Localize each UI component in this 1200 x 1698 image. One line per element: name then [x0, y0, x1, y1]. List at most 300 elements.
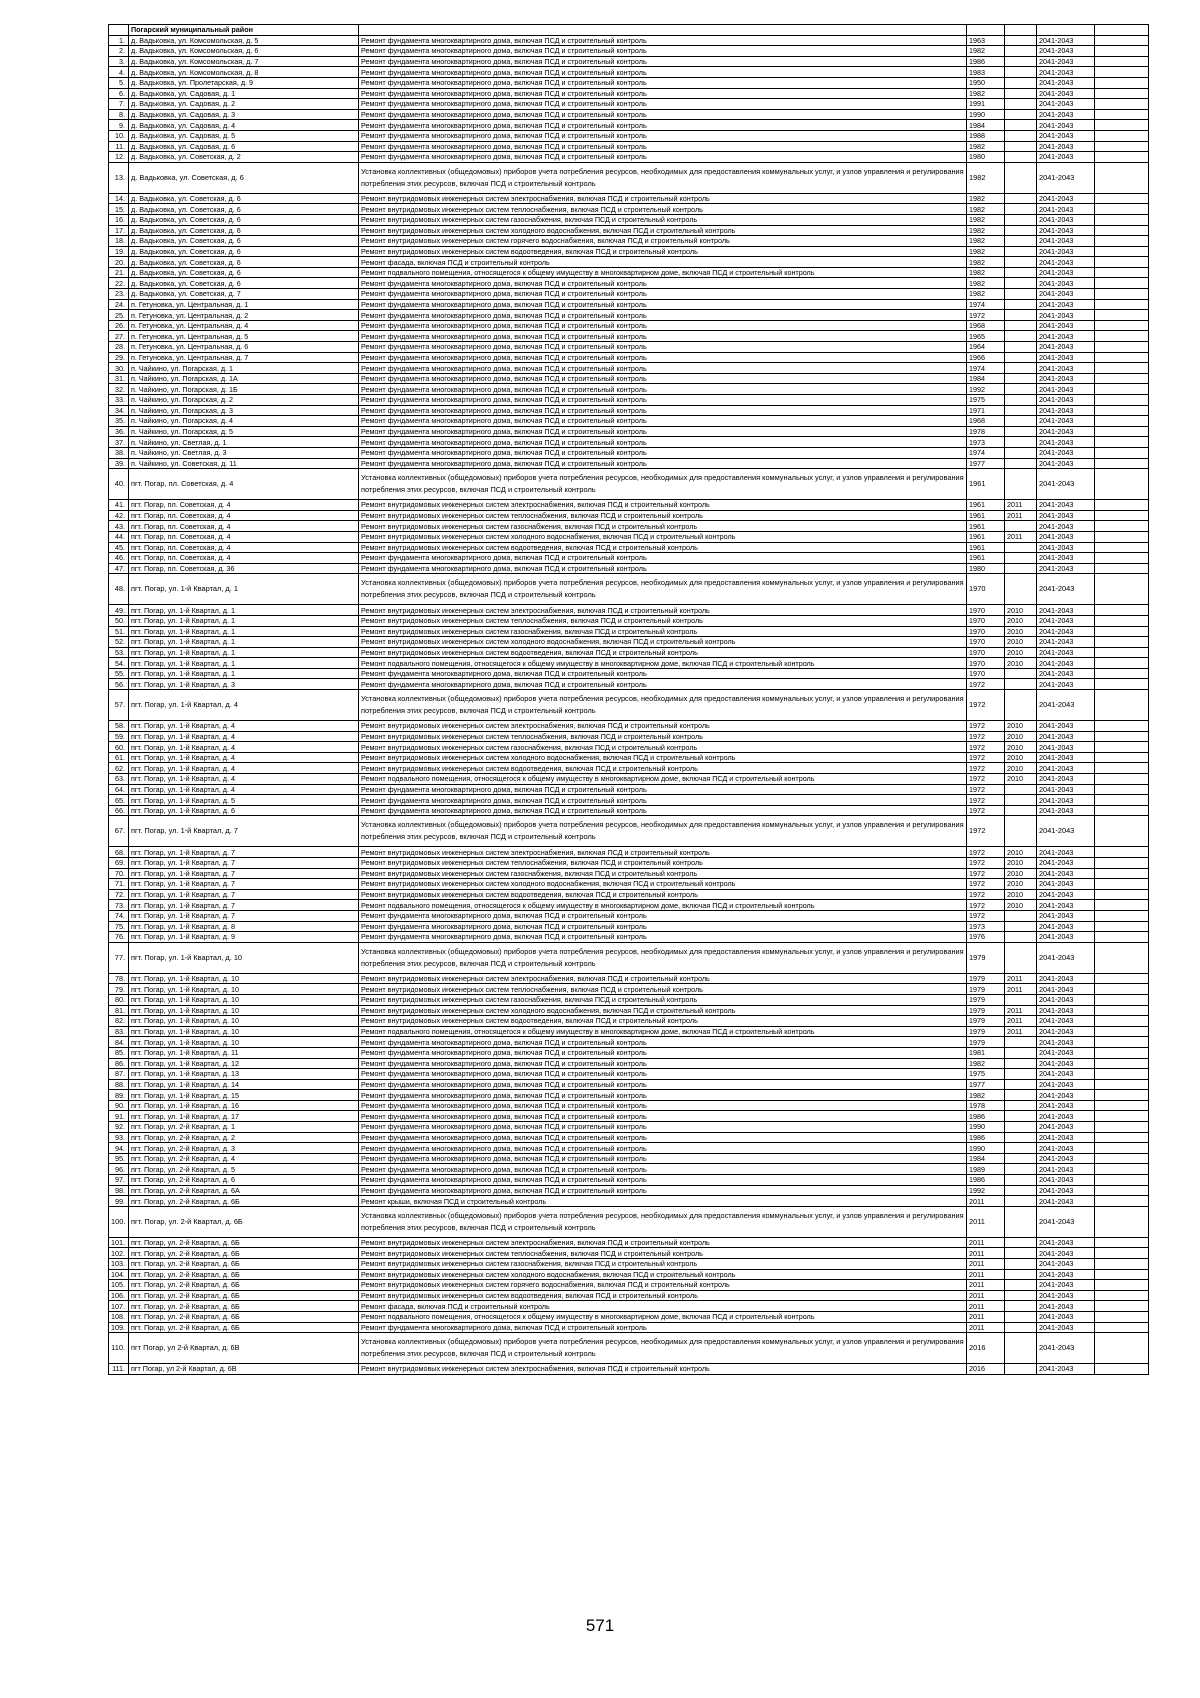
- planned-period: 2041-2043: [1037, 1185, 1095, 1196]
- commission-year: 1972: [967, 310, 1005, 321]
- work-type: Ремонт внутридомовых инженерных систем электроснабжения, включая ПСД и строительный контроль: [359, 1237, 967, 1248]
- house-address: пгт. Погар, пл. Советская, д. 4: [129, 521, 359, 532]
- row-number: 101.: [109, 1237, 129, 1248]
- row-number: 7.: [109, 99, 129, 110]
- table-row: [109, 605, 1149, 616]
- extra-cell: [1095, 1311, 1149, 1322]
- planned-period: 2041-2043: [1037, 1196, 1095, 1207]
- planned-period: 2041-2043: [1037, 1037, 1095, 1048]
- work-type: Ремонт фундамента многоквартирного дома, включая ПСД и строительный контроль: [359, 46, 967, 57]
- row-number: 78.: [109, 973, 129, 984]
- extra-cell: [1095, 88, 1149, 99]
- row-number: 3.: [109, 56, 129, 67]
- last-repair-year: [1005, 553, 1037, 564]
- work-type: Ремонт внутридомовых инженерных систем газоснабжения, включая ПСД и строительный контроль: [359, 742, 967, 753]
- house-address: пгт Погар, ул 2-й Квартал, д. 6В: [129, 1364, 359, 1375]
- extra-cell: [1095, 1206, 1149, 1237]
- planned-period: 2041-2043: [1037, 469, 1095, 500]
- work-type: Ремонт подвального помещения, относящегося к общему имуществу в многоквартирном доме, включая ПСД и строительный контроль: [359, 267, 967, 278]
- work-type: Ремонт фундамента многоквартирного дома, включая ПСД и строительный контроль: [359, 289, 967, 300]
- row-number: 94.: [109, 1143, 129, 1154]
- row-number: 11.: [109, 141, 129, 152]
- row-number: 87.: [109, 1069, 129, 1080]
- extra-cell: [1095, 1143, 1149, 1154]
- commission-year: 1986: [967, 1132, 1005, 1143]
- document-page: [108, 24, 1148, 1375]
- extra-cell: [1095, 658, 1149, 669]
- extra-cell: [1095, 278, 1149, 289]
- planned-period: 2041-2043: [1037, 1333, 1095, 1364]
- extra-cell: [1095, 352, 1149, 363]
- last-repair-year: [1005, 405, 1037, 416]
- work-type: Ремонт фундамента многоквартирного дома, включая ПСД и строительный контроль: [359, 1037, 967, 1048]
- commission-year: 1992: [967, 1185, 1005, 1196]
- last-repair-year: 2011: [1005, 500, 1037, 511]
- commission-year: 1970: [967, 626, 1005, 637]
- planned-period: 2041-2043: [1037, 1069, 1095, 1080]
- commission-year: 1973: [967, 921, 1005, 932]
- last-repair-year: 2010: [1005, 879, 1037, 890]
- extra-cell: [1095, 214, 1149, 225]
- last-repair-year: 2010: [1005, 868, 1037, 879]
- planned-period: 2041-2043: [1037, 193, 1095, 204]
- planned-period: 2041-2043: [1037, 1026, 1095, 1037]
- commission-year: 1980: [967, 152, 1005, 163]
- extra-cell: [1095, 320, 1149, 331]
- extra-cell: [1095, 510, 1149, 521]
- work-type: Ремонт фундамента многоквартирного дома, включая ПСД и строительный контроль: [359, 384, 967, 395]
- house-address: пгт. Погар, ул. 1-й Квартал, д. 7: [129, 879, 359, 890]
- commission-year: 1970: [967, 637, 1005, 648]
- house-address: пгт. Погар, ул. 2-й Квартал, д. 6Б: [129, 1290, 359, 1301]
- last-repair-year: 2011: [1005, 1026, 1037, 1037]
- planned-period: 2041-2043: [1037, 510, 1095, 521]
- house-address: д. Вадьковка, ул. Советская, д. 6: [129, 236, 359, 247]
- work-type: Ремонт фундамента многоквартирного дома, включая ПСД и строительный контроль: [359, 299, 967, 310]
- capital-repair-table: [108, 24, 1149, 1375]
- commission-year: 1988: [967, 130, 1005, 141]
- work-type: Ремонт внутридомовых инженерных систем электроснабжения, включая ПСД и строительный контроль: [359, 721, 967, 732]
- work-type: Ремонт внутридомовых инженерных систем электроснабжения, включая ПСД и строительный контроль: [359, 193, 967, 204]
- last-repair-year: 2010: [1005, 637, 1037, 648]
- row-number: 35.: [109, 416, 129, 427]
- commission-year: 1982: [967, 46, 1005, 57]
- planned-period: 2041-2043: [1037, 1100, 1095, 1111]
- last-repair-year: [1005, 1206, 1037, 1237]
- house-address: пгт. Погар, ул. 1-й Квартал, д. 1: [129, 658, 359, 669]
- row-number: 37.: [109, 437, 129, 448]
- table-row: [109, 246, 1149, 257]
- table-row: [109, 626, 1149, 637]
- row-number: 93.: [109, 1132, 129, 1143]
- planned-period: 2041-2043: [1037, 858, 1095, 869]
- last-repair-year: [1005, 1132, 1037, 1143]
- house-address: п. Чайкино, ул. Светлая, д. 1: [129, 437, 359, 448]
- last-repair-year: 2010: [1005, 626, 1037, 637]
- table-row: [109, 405, 1149, 416]
- extra-cell: [1095, 910, 1149, 921]
- planned-period: 2041-2043: [1037, 1248, 1095, 1259]
- last-repair-year: 2011: [1005, 510, 1037, 521]
- house-address: д. Вадьковка, ул. Советская, д. 2: [129, 152, 359, 163]
- last-repair-year: [1005, 1047, 1037, 1058]
- planned-period: 2041-2043: [1037, 77, 1095, 88]
- row-number: 26.: [109, 320, 129, 331]
- house-address: пгт. Погар, ул. 1-й Квартал, д. 10: [129, 984, 359, 995]
- table-row: [109, 88, 1149, 99]
- table-row: [109, 932, 1149, 943]
- planned-period: 2041-2043: [1037, 1016, 1095, 1027]
- row-number: 90.: [109, 1100, 129, 1111]
- extra-cell: [1095, 816, 1149, 847]
- row-number: 91.: [109, 1111, 129, 1122]
- last-repair-year: [1005, 1100, 1037, 1111]
- last-repair-year: [1005, 784, 1037, 795]
- planned-period: 2041-2043: [1037, 542, 1095, 553]
- work-type: Ремонт фундамента многоквартирного дома, включая ПСД и строительный контроль: [359, 331, 967, 342]
- extra-cell: [1095, 35, 1149, 46]
- commission-year: 1972: [967, 721, 1005, 732]
- extra-cell: [1095, 626, 1149, 637]
- extra-cell: [1095, 858, 1149, 869]
- last-repair-year: [1005, 331, 1037, 342]
- last-repair-year: [1005, 910, 1037, 921]
- table-row: [109, 500, 1149, 511]
- work-type: Ремонт фундамента многоквартирного дома, включая ПСД и строительный контроль: [359, 553, 967, 564]
- planned-period: 2041-2043: [1037, 1164, 1095, 1175]
- row-number: 29.: [109, 352, 129, 363]
- table-row: [109, 1122, 1149, 1133]
- house-address: п. Гетуновка, ул. Центральная, д. 2: [129, 310, 359, 321]
- last-repair-year: [1005, 46, 1037, 57]
- work-type: Ремонт фасада, включая ПСД и строительный контроль: [359, 257, 967, 268]
- row-number: 15.: [109, 204, 129, 215]
- work-type: Ремонт внутридомовых инженерных систем водоотведения, включая ПСД и строительный контроль: [359, 647, 967, 658]
- last-repair-year: [1005, 67, 1037, 78]
- commission-year: 2011: [967, 1206, 1005, 1237]
- house-address: пгт. Погар, ул. 1-й Квартал, д. 10: [129, 1037, 359, 1048]
- last-repair-year: [1005, 1301, 1037, 1312]
- commission-year: 1972: [967, 889, 1005, 900]
- planned-period: 2041-2043: [1037, 214, 1095, 225]
- row-number: 61.: [109, 752, 129, 763]
- row-number: 44.: [109, 531, 129, 542]
- house-address: пгт. Погар, ул. 1-й Квартал, д. 3: [129, 679, 359, 690]
- row-number: 39.: [109, 458, 129, 469]
- extra-cell: [1095, 447, 1149, 458]
- planned-period: 2041-2043: [1037, 1047, 1095, 1058]
- work-type: Ремонт внутридомовых инженерных систем электроснабжения, включая ПСД и строительный контроль: [359, 1364, 967, 1375]
- table-row: [109, 214, 1149, 225]
- table-row: [109, 679, 1149, 690]
- commission-year: 1961: [967, 531, 1005, 542]
- work-type: Ремонт внутридомовых инженерных систем электроснабжения, включая ПСД и строительный контроль: [359, 847, 967, 858]
- work-type: Ремонт фундамента многоквартирного дома, включая ПСД и строительный контроль: [359, 458, 967, 469]
- house-address: д. Вадьковка, ул. Советская, д. 6: [129, 278, 359, 289]
- table-row: [109, 267, 1149, 278]
- work-type: Ремонт подвального помещения, относящегося к общему имуществу в многоквартирном доме, включая ПСД и строительный контроль: [359, 774, 967, 785]
- last-repair-year: [1005, 1143, 1037, 1154]
- table-row: [109, 77, 1149, 88]
- last-repair-year: [1005, 352, 1037, 363]
- planned-period: 2041-2043: [1037, 1311, 1095, 1322]
- house-address: д. Вадьковка, ул. Советская, д. 6: [129, 246, 359, 257]
- house-address: пгт. Погар, пл. Советская, д. 4: [129, 542, 359, 553]
- planned-period: 2041-2043: [1037, 615, 1095, 626]
- extra-cell: [1095, 1026, 1149, 1037]
- commission-year: 1982: [967, 236, 1005, 247]
- table-row: [109, 858, 1149, 869]
- house-address: пгт. Погар, ул. 1-й Квартал, д. 8: [129, 921, 359, 932]
- row-number: 63.: [109, 774, 129, 785]
- work-type: Ремонт внутридомовых инженерных систем водоотведения, включая ПСД и строительный контроль: [359, 542, 967, 553]
- table-row: [109, 731, 1149, 742]
- extra-cell: [1095, 162, 1149, 193]
- table-row: [109, 67, 1149, 78]
- commission-year: 1975: [967, 1069, 1005, 1080]
- work-type: Ремонт фундамента многоквартирного дома, включая ПСД и строительный контроль: [359, 416, 967, 427]
- planned-period: 2041-2043: [1037, 236, 1095, 247]
- planned-period: 2041-2043: [1037, 152, 1095, 163]
- row-number: 32.: [109, 384, 129, 395]
- last-repair-year: [1005, 1311, 1037, 1322]
- work-type: Ремонт внутридомовых инженерных систем водоотведения, включая ПСД и строительный контроль: [359, 763, 967, 774]
- extra-cell: [1095, 1301, 1149, 1312]
- last-repair-year: [1005, 469, 1037, 500]
- table-row: [109, 1164, 1149, 1175]
- work-type: Ремонт фундамента многоквартирного дома, включая ПСД и строительный контроль: [359, 1111, 967, 1122]
- commission-year: 2011: [967, 1237, 1005, 1248]
- commission-year: 1979: [967, 1016, 1005, 1027]
- work-type: Ремонт фундамента многоквартирного дома, включая ПСД и строительный контроль: [359, 395, 967, 406]
- planned-period: 2041-2043: [1037, 1143, 1095, 1154]
- last-repair-year: [1005, 574, 1037, 605]
- planned-period: 2041-2043: [1037, 320, 1095, 331]
- extra-cell: [1095, 267, 1149, 278]
- extra-cell: [1095, 605, 1149, 616]
- extra-cell: [1095, 1248, 1149, 1259]
- row-number: 54.: [109, 658, 129, 669]
- work-type: Установка коллективных (общедомовых) приборов учета потребления ресурсов, необходимых для предоставления коммунальных услуг, и узлов управления и регулирования потребления этих ресурсов, включая ПСД и строительный контроль: [359, 469, 967, 500]
- planned-period: 2041-2043: [1037, 1301, 1095, 1312]
- table-row: [109, 984, 1149, 995]
- row-number: 60.: [109, 742, 129, 753]
- house-address: пгт. Погар, ул. 2-й Квартал, д. 6Б: [129, 1206, 359, 1237]
- commission-year: 1972: [967, 805, 1005, 816]
- work-type: Ремонт подвального помещения, относящегося к общему имуществу в многоквартирном доме, включая ПСД и строительный контроль: [359, 1311, 967, 1322]
- extra-cell: [1095, 1016, 1149, 1027]
- work-type: Ремонт фундамента многоквартирного дома, включая ПСД и строительный контроль: [359, 447, 967, 458]
- commission-year: 1984: [967, 120, 1005, 131]
- table-row: [109, 910, 1149, 921]
- work-type: Ремонт фундамента многоквартирного дома, включая ПСД и строительный контроль: [359, 77, 967, 88]
- last-repair-year: [1005, 1185, 1037, 1196]
- last-repair-year: [1005, 1196, 1037, 1207]
- planned-period: 2041-2043: [1037, 500, 1095, 511]
- planned-period: 2041-2043: [1037, 889, 1095, 900]
- commission-year: 2011: [967, 1269, 1005, 1280]
- last-repair-year: [1005, 690, 1037, 721]
- row-number: 92.: [109, 1122, 129, 1133]
- table-row: [109, 1280, 1149, 1291]
- last-repair-year: 2010: [1005, 647, 1037, 658]
- work-type: Ремонт внутридомовых инженерных систем теплоснабжения, включая ПСД и строительный контроль: [359, 510, 967, 521]
- row-number: 99.: [109, 1196, 129, 1207]
- last-repair-year: [1005, 363, 1037, 374]
- work-type: Ремонт внутридомовых инженерных систем теплоснабжения, включая ПСД и строительный контроль: [359, 1248, 967, 1259]
- planned-period: 2041-2043: [1037, 605, 1095, 616]
- house-address: пгт. Погар, ул. 1-й Квартал, д. 1: [129, 647, 359, 658]
- planned-period: 2041-2043: [1037, 299, 1095, 310]
- planned-period: 2041-2043: [1037, 437, 1095, 448]
- extra-cell: [1095, 416, 1149, 427]
- planned-period: 2041-2043: [1037, 289, 1095, 300]
- row-number: 19.: [109, 246, 129, 257]
- commission-year: 2011: [967, 1301, 1005, 1312]
- table-row: [109, 1322, 1149, 1333]
- extra-cell: [1095, 1047, 1149, 1058]
- row-number: 111.: [109, 1364, 129, 1375]
- table-row: [109, 458, 1149, 469]
- table-row: [109, 521, 1149, 532]
- commission-year: 1982: [967, 1058, 1005, 1069]
- last-repair-year: [1005, 426, 1037, 437]
- table-row: [109, 1005, 1149, 1016]
- planned-period: 2041-2043: [1037, 1175, 1095, 1186]
- row-number: 80.: [109, 994, 129, 1005]
- commission-year: 1972: [967, 679, 1005, 690]
- house-address: пгт. Погар, ул. 1-й Квартал, д. 7: [129, 868, 359, 879]
- house-address: д. Вадьковка, ул. Садовая, д. 6: [129, 141, 359, 152]
- extra-cell: [1095, 921, 1149, 932]
- house-address: пгт. Погар, ул. 1-й Квартал, д. 10: [129, 973, 359, 984]
- commission-year: 1983: [967, 67, 1005, 78]
- last-repair-year: [1005, 342, 1037, 353]
- commission-year: 1992: [967, 384, 1005, 395]
- commission-year: 1979: [967, 994, 1005, 1005]
- row-number: 66.: [109, 805, 129, 816]
- extra-cell: [1095, 1079, 1149, 1090]
- house-address: пгт. Погар, ул. 1-й Квартал, д. 10: [129, 1016, 359, 1027]
- table-row: [109, 342, 1149, 353]
- planned-period: 2041-2043: [1037, 67, 1095, 78]
- work-type: Установка коллективных (общедомовых) приборов учета потребления ресурсов, необходимых для предоставления коммунальных услуг, и узлов управления и регулирования потребления этих ресурсов, включая ПСД и строительный контроль: [359, 942, 967, 973]
- row-number: 95.: [109, 1153, 129, 1164]
- row-number: 85.: [109, 1047, 129, 1058]
- table-row: [109, 900, 1149, 911]
- row-number: 65.: [109, 795, 129, 806]
- extra-cell: [1095, 784, 1149, 795]
- house-address: д. Вадьковка, ул. Пролетарская, д. 9: [129, 77, 359, 88]
- extra-cell: [1095, 141, 1149, 152]
- last-repair-year: [1005, 236, 1037, 247]
- house-address: д. Вадьковка, ул. Советская, д. 7: [129, 289, 359, 300]
- commission-year: 1970: [967, 647, 1005, 658]
- last-repair-year: 2010: [1005, 774, 1037, 785]
- work-type: Ремонт фундамента многоквартирного дома, включая ПСД и строительный контроль: [359, 921, 967, 932]
- table-row: [109, 1132, 1149, 1143]
- planned-period: 2041-2043: [1037, 637, 1095, 648]
- last-repair-year: [1005, 563, 1037, 574]
- extra-cell: [1095, 1237, 1149, 1248]
- extra-cell: [1095, 310, 1149, 321]
- last-repair-year: [1005, 921, 1037, 932]
- table-row: [109, 373, 1149, 384]
- work-type: Ремонт фундамента многоквартирного дома, включая ПСД и строительный контроль: [359, 910, 967, 921]
- row-number: 102.: [109, 1248, 129, 1259]
- house-address: пгт. Погар, ул. 2-й Квартал, д. 3: [129, 1143, 359, 1154]
- last-repair-year: [1005, 246, 1037, 257]
- last-repair-year: [1005, 932, 1037, 943]
- work-type: Ремонт фундамента многоквартирного дома, включая ПСД и строительный контроль: [359, 278, 967, 289]
- planned-period: 2041-2043: [1037, 1364, 1095, 1375]
- table-row: [109, 1185, 1149, 1196]
- commission-year: 1984: [967, 1153, 1005, 1164]
- last-repair-year: [1005, 384, 1037, 395]
- house-address: д. Вадьковка, ул. Советская, д. 6: [129, 204, 359, 215]
- planned-period: 2041-2043: [1037, 994, 1095, 1005]
- extra-cell: [1095, 1100, 1149, 1111]
- extra-cell: [1095, 637, 1149, 648]
- extra-cell: [1095, 363, 1149, 374]
- extra-cell: [1095, 847, 1149, 858]
- planned-period: 2041-2043: [1037, 1280, 1095, 1291]
- last-repair-year: [1005, 1322, 1037, 1333]
- row-number: 71.: [109, 879, 129, 890]
- commission-year: 1978: [967, 1100, 1005, 1111]
- last-repair-year: [1005, 1153, 1037, 1164]
- planned-period: 2041-2043: [1037, 1122, 1095, 1133]
- table-row: [109, 395, 1149, 406]
- house-address: д. Вадьковка, ул. Комсомольская, д. 7: [129, 56, 359, 67]
- row-number: 58.: [109, 721, 129, 732]
- house-address: д. Вадьковка, ул. Комсомольская, д. 6: [129, 46, 359, 57]
- house-address: д. Вадьковка, ул. Садовая, д. 2: [129, 99, 359, 110]
- planned-period: 2041-2043: [1037, 162, 1095, 193]
- planned-period: 2041-2043: [1037, 847, 1095, 858]
- table-row: [109, 384, 1149, 395]
- house-address: пгт. Погар, ул. 1-й Квартал, д. 5: [129, 795, 359, 806]
- house-address: п. Чайкино, ул. Погарская, д. 3: [129, 405, 359, 416]
- row-number: 74.: [109, 910, 129, 921]
- row-number: 53.: [109, 647, 129, 658]
- row-number: 79.: [109, 984, 129, 995]
- last-repair-year: [1005, 56, 1037, 67]
- last-repair-year: [1005, 395, 1037, 406]
- table-row: [109, 563, 1149, 574]
- house-address: пгт. Погар, ул. 1-й Квартал, д. 7: [129, 910, 359, 921]
- work-type: Установка коллективных (общедомовых) приборов учета потребления ресурсов, необходимых для предоставления коммунальных услуг, и узлов управления и регулирования потребления этих ресурсов, включая ПСД и строительный контроль: [359, 1206, 967, 1237]
- table-row: [109, 847, 1149, 858]
- row-number: 17.: [109, 225, 129, 236]
- planned-period: 2041-2043: [1037, 816, 1095, 847]
- house-address: пгт. Погар, ул. 2-й Квартал, д. 6А: [129, 1185, 359, 1196]
- work-type: Ремонт фундамента многоквартирного дома, включая ПСД и строительный контроль: [359, 363, 967, 374]
- extra-cell: [1095, 805, 1149, 816]
- last-repair-year: [1005, 225, 1037, 236]
- extra-cell: [1095, 1364, 1149, 1375]
- planned-period: 2041-2043: [1037, 647, 1095, 658]
- last-repair-year: [1005, 120, 1037, 131]
- row-number: 5.: [109, 77, 129, 88]
- extra-cell: [1095, 46, 1149, 57]
- house-address: п. Чайкино, ул. Советская, д. 11: [129, 458, 359, 469]
- table-row: [109, 784, 1149, 795]
- last-repair-year: [1005, 1333, 1037, 1364]
- work-type: Ремонт внутридомовых инженерных систем горячего водоснабжения, включая ПСД и строительный контроль: [359, 236, 967, 247]
- work-type: Ремонт фасада, включая ПСД и строительный контроль: [359, 1301, 967, 1312]
- last-repair-year: 2010: [1005, 658, 1037, 669]
